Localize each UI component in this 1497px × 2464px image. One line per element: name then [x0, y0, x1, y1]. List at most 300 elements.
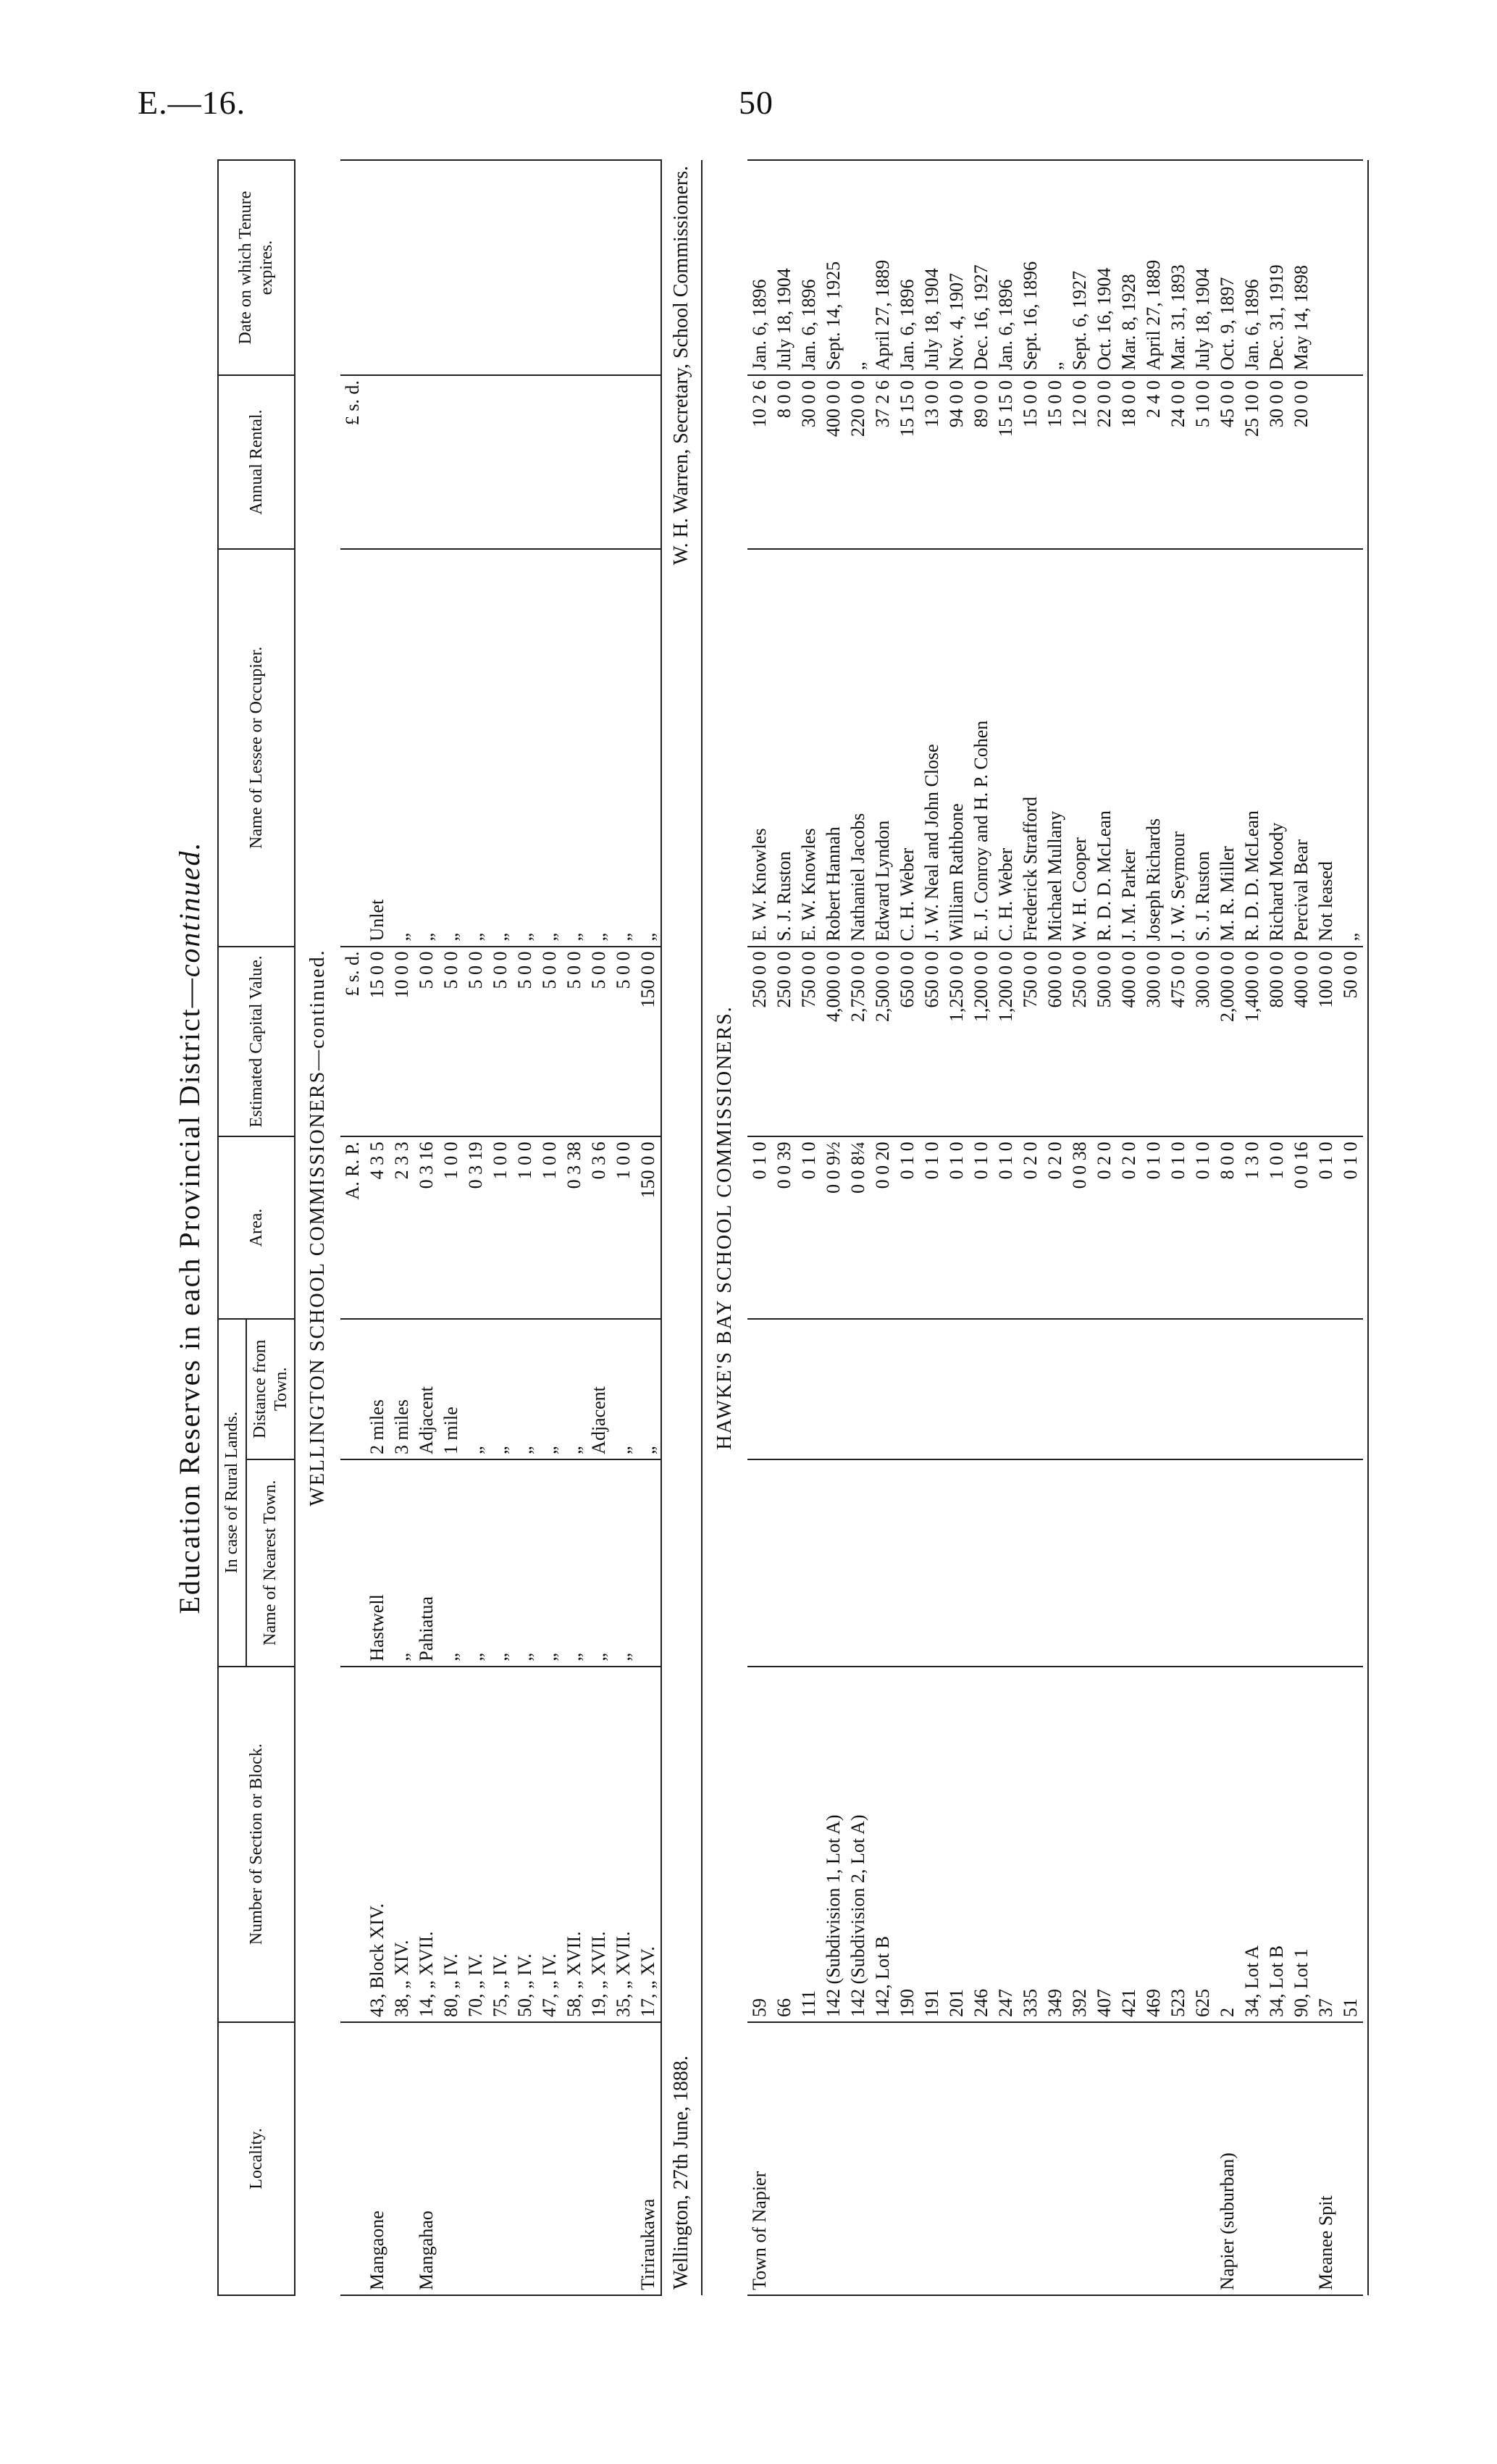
- cell-town: [969, 1459, 994, 1667]
- cell-rent: 89 0 0: [969, 375, 994, 549]
- cell-rent: 15 0 0: [1018, 375, 1043, 549]
- cell-date: Jan. 6, 1896: [747, 160, 772, 375]
- cell-date: Oct. 9, 1897: [1215, 160, 1240, 375]
- cell-rent: [439, 375, 464, 549]
- cell-rent: 12 0 0: [1068, 375, 1092, 549]
- cell-les: M. R. Miller: [1215, 549, 1240, 946]
- table-row: [1215, 160, 1240, 2295]
- cell-date: [1338, 160, 1363, 375]
- cell-date: April 27, 1889: [871, 160, 895, 375]
- cell-area: 1 0 0: [537, 1136, 562, 1318]
- signature-row: [661, 160, 702, 2295]
- cell-date: Mar. 8, 1928: [1117, 160, 1141, 375]
- cell-les: J. W. Seymour: [1166, 549, 1191, 946]
- footer-signature: W. H. Warren, Secretary, School Commissioners.: [661, 160, 702, 1319]
- cell-loc: [895, 2022, 920, 2295]
- cell-town: [895, 1459, 920, 1667]
- table-row: [797, 160, 821, 2295]
- cell-loc: Napier (suburban): [1215, 2022, 1240, 2295]
- cell-date: Dec. 31, 1919: [1265, 160, 1289, 375]
- cell-loc: [464, 2022, 488, 2295]
- cell-dist: [772, 1319, 797, 1459]
- cell-area: 0 0 20: [871, 1136, 895, 1318]
- cell-val: 5 0 0: [414, 947, 439, 1137]
- table-row: [1314, 160, 1338, 2295]
- cell-date: [611, 160, 636, 375]
- cell-sec: 421: [1117, 1667, 1141, 2022]
- cell-sec: 142 (Subdivision 1, Lot A): [821, 1667, 846, 2022]
- table-row: [636, 160, 661, 2295]
- cell-rent: 2 4 0: [1141, 375, 1166, 549]
- section-heading-row: [295, 160, 340, 2295]
- cell-town: [944, 1459, 969, 1667]
- cell-dist: „: [562, 1319, 587, 1459]
- cell-dist: [895, 1319, 920, 1459]
- cell-val: 650 0 0: [920, 947, 944, 1137]
- cell-les: Joseph Richards: [1141, 549, 1166, 946]
- header-town: Name of Nearest Town.: [246, 1459, 295, 1667]
- section-title: HAWKE'S BAY SCHOOL COMMISSIONERS.: [713, 1005, 737, 1450]
- reserves-table: [217, 159, 1369, 2296]
- cell-town: „: [537, 1459, 562, 1667]
- cell-date: Oct. 16, 1904: [1092, 160, 1117, 375]
- table-row: [537, 160, 562, 2295]
- table-row: [513, 160, 537, 2295]
- table-row: [871, 160, 895, 2295]
- cell-rent: [587, 375, 611, 549]
- cell-rent: 45 0 0: [1215, 375, 1240, 549]
- cell-town: [797, 1459, 821, 1667]
- cell-sec: 111: [797, 1667, 821, 2022]
- cell-sec: 35, „ XVII.: [611, 1667, 636, 2022]
- cell-val: 250 0 0: [772, 947, 797, 1137]
- cell-les: Nathaniel Jacobs: [846, 549, 871, 946]
- table-row: [1141, 160, 1166, 2295]
- cell-town: Hastwell: [365, 1459, 390, 1667]
- cell-loc: [1338, 2022, 1363, 2295]
- cell-town: [1117, 1459, 1141, 1667]
- cell-town: Pahiatua: [414, 1459, 439, 1667]
- cell-town: [1338, 1459, 1363, 1667]
- cell-town: „: [587, 1459, 611, 1667]
- cell-loc: [1265, 2022, 1289, 2295]
- cell-loc: [846, 2022, 871, 2295]
- cell-date: May 14, 1898: [1289, 160, 1314, 375]
- table-row: [488, 160, 513, 2295]
- cell-date: [365, 160, 390, 375]
- cell-val: 600 0 0: [1043, 947, 1068, 1137]
- cell-area: 0 1 0: [747, 1136, 772, 1318]
- cell-dist: [1068, 1319, 1092, 1459]
- cell-date: July 18, 1904: [772, 160, 797, 375]
- cell-sec: 70, „ IV.: [464, 1667, 488, 2022]
- table-row: [895, 160, 920, 2295]
- cell-area: 0 2 0: [1043, 1136, 1068, 1318]
- cell-sec: 201: [944, 1667, 969, 2022]
- cell-val: 300 0 0: [1141, 947, 1166, 1137]
- cell-area: 0 1 0: [1314, 1136, 1338, 1318]
- cell-town: [1191, 1459, 1215, 1667]
- cell-loc: [871, 2022, 895, 2295]
- cell-rent: 15 15 0: [994, 375, 1018, 549]
- cell-val: 250 0 0: [747, 947, 772, 1137]
- bottom-rule-cell: [1363, 160, 1368, 2295]
- cell-date: „: [846, 160, 871, 375]
- cell-les: E. W. Knowles: [747, 549, 772, 946]
- cell-les: C. H. Weber: [994, 549, 1018, 946]
- table-row: [1068, 160, 1092, 2295]
- table-row: [969, 160, 994, 2295]
- cell-les: E. W. Knowles: [797, 549, 821, 946]
- cell-loc: [797, 2022, 821, 2295]
- cell-area: 0 1 0: [1166, 1136, 1191, 1318]
- header-area: Area.: [218, 1136, 295, 1318]
- cell-town: [1240, 1459, 1265, 1667]
- cell-sec: 335: [1018, 1667, 1043, 2022]
- cell-val: 650 0 0: [895, 947, 920, 1137]
- cell-sec: 38, „ XIV.: [390, 1667, 414, 2022]
- cell-loc: Meanee Spit: [1314, 2022, 1338, 2295]
- cell-area: 1 0 0: [488, 1136, 513, 1318]
- section-title: WELLINGTON SCHOOL COMMISSIONERS—continued.: [306, 949, 330, 1507]
- cell-rent: [537, 375, 562, 549]
- cell-area: 0 3 38: [562, 1136, 587, 1318]
- cell-dist: „: [537, 1319, 562, 1459]
- units-sec: [340, 1667, 365, 2022]
- cell-area: 1 0 0: [611, 1136, 636, 1318]
- cell-rent: [636, 375, 661, 549]
- cell-sec: 246: [969, 1667, 994, 2022]
- cell-loc: [969, 2022, 994, 2295]
- cell-val: 100 0 0: [1314, 947, 1338, 1137]
- cell-town: „: [488, 1459, 513, 1667]
- cell-town: „: [562, 1459, 587, 1667]
- units-town: [340, 1459, 365, 1667]
- table-title: [172, 159, 206, 2296]
- cell-les: W. H. Cooper: [1068, 549, 1092, 946]
- cell-area: 0 0 38: [1068, 1136, 1092, 1318]
- cell-area: 150 0 0: [636, 1136, 661, 1318]
- table-row: [414, 160, 439, 2295]
- cell-val: 15 0 0: [365, 947, 390, 1137]
- units-rent: £ s. d.: [340, 375, 365, 549]
- cell-sec: 59: [747, 1667, 772, 2022]
- cell-area: 0 3 6: [587, 1136, 611, 1318]
- cell-sec: 407: [1092, 1667, 1117, 2022]
- cell-rent: 13 0 0: [920, 375, 944, 549]
- cell-area: 1 0 0: [513, 1136, 537, 1318]
- cell-rent: 22 0 0: [1092, 375, 1117, 549]
- cell-loc: [1166, 2022, 1191, 2295]
- title-continued: continued.: [173, 841, 206, 978]
- table-body: [295, 160, 1368, 2295]
- cell-les: Frederick Strafford: [1018, 549, 1043, 946]
- cell-area: 0 2 0: [1092, 1136, 1117, 1318]
- cell-date: [390, 160, 414, 375]
- cell-les: „: [587, 549, 611, 946]
- table-row: [944, 160, 969, 2295]
- section-heading-row: [702, 160, 747, 2295]
- cell-dist: [1338, 1319, 1363, 1459]
- cell-sec: 523: [1166, 1667, 1191, 2022]
- cell-loc: [488, 2022, 513, 2295]
- cell-date: [488, 160, 513, 375]
- table-row: [1191, 160, 1215, 2295]
- cell-town: [1018, 1459, 1043, 1667]
- cell-town: [821, 1459, 846, 1667]
- table-row: [747, 160, 772, 2295]
- cell-rent: [414, 375, 439, 549]
- cell-loc: [1240, 2022, 1265, 2295]
- cell-date: [464, 160, 488, 375]
- cell-loc: [1068, 2022, 1092, 2295]
- cell-sec: 50, „ IV.: [513, 1667, 537, 2022]
- cell-dist: [1166, 1319, 1191, 1459]
- table-row: [390, 160, 414, 2295]
- cell-area: 0 1 0: [944, 1136, 969, 1318]
- cell-rent: 30 0 0: [1265, 375, 1289, 549]
- cell-date: April 27, 1889: [1141, 160, 1166, 375]
- cell-val: 300 0 0: [1191, 947, 1215, 1137]
- cell-sec: 191: [920, 1667, 944, 2022]
- cell-les: „: [464, 549, 488, 946]
- table-row: [1240, 160, 1265, 2295]
- cell-dist: „: [611, 1319, 636, 1459]
- cell-dist: Adjacent: [587, 1319, 611, 1459]
- cell-area: 0 3 19: [464, 1136, 488, 1318]
- cell-dist: [1314, 1319, 1338, 1459]
- cell-dist: [871, 1319, 895, 1459]
- cell-town: [636, 1459, 661, 1667]
- cell-town: „: [390, 1459, 414, 1667]
- cell-sec: 190: [895, 1667, 920, 2022]
- cell-sec: 247: [994, 1667, 1018, 2022]
- cell-area: 0 0 9½: [821, 1136, 846, 1318]
- cell-val: 1,250 0 0: [944, 947, 969, 1137]
- cell-dist: [846, 1319, 871, 1459]
- cell-area: 0 1 0: [920, 1136, 944, 1318]
- cell-date: [513, 160, 537, 375]
- cell-dist: [1215, 1319, 1240, 1459]
- cell-area: 0 1 0: [895, 1136, 920, 1318]
- cell-les: J. W. Neal and John Close: [920, 549, 944, 946]
- cell-date: [1314, 160, 1338, 375]
- cell-val: 1,400 0 0: [1240, 947, 1265, 1137]
- cell-les: Robert Hannah: [821, 549, 846, 946]
- cell-town: [1265, 1459, 1289, 1667]
- cell-loc: [920, 2022, 944, 2295]
- units-area: A. R. P.: [340, 1136, 365, 1318]
- cell-les: S. J. Ruston: [772, 549, 797, 946]
- cell-loc: [772, 2022, 797, 2295]
- cell-dist: 2 miles: [365, 1319, 390, 1459]
- cell-rent: [1338, 375, 1363, 549]
- table-row: [846, 160, 871, 2295]
- cell-date: July 18, 1904: [1191, 160, 1215, 375]
- cell-val: 400 0 0: [1289, 947, 1314, 1137]
- table-row: [1018, 160, 1043, 2295]
- cell-dist: [1043, 1319, 1068, 1459]
- cell-val: 5 0 0: [611, 947, 636, 1137]
- cell-sec: 51: [1338, 1667, 1363, 2022]
- cell-val: 5 0 0: [439, 947, 464, 1137]
- cell-date: Sept. 16, 1896: [1018, 160, 1043, 375]
- cell-date: [537, 160, 562, 375]
- cell-rent: [1314, 375, 1338, 549]
- cell-area: 0 1 0: [1141, 1136, 1166, 1318]
- table-row: [772, 160, 797, 2295]
- header-date: Date on which Tenure expires.: [218, 160, 295, 375]
- cell-val: 50 0 0: [1338, 947, 1363, 1137]
- cell-rent: 18 0 0: [1117, 375, 1141, 549]
- cell-val: 5 0 0: [537, 947, 562, 1137]
- cell-area: 0 0 39: [772, 1136, 797, 1318]
- cell-sec: 14, „ XVII.: [414, 1667, 439, 2022]
- table-row: [920, 160, 944, 2295]
- cell-rent: [488, 375, 513, 549]
- units-row: [340, 160, 365, 2295]
- cell-dist: [920, 1319, 944, 1459]
- cell-les: „: [414, 549, 439, 946]
- cell-val: 1,200 0 0: [969, 947, 994, 1137]
- table-bottom-rule: [1363, 160, 1368, 2295]
- cell-area: 1 0 0: [439, 1136, 464, 1318]
- cell-rent: 20 0 0: [1289, 375, 1314, 549]
- cell-date: Jan. 6, 1896: [994, 160, 1018, 375]
- cell-area: 4 3 5: [365, 1136, 390, 1318]
- cell-loc: [994, 2022, 1018, 2295]
- cell-les: „: [513, 549, 537, 946]
- cell-date: [414, 160, 439, 375]
- cell-les: R. D. D. McLean: [1240, 549, 1265, 946]
- cell-val: 5 0 0: [513, 947, 537, 1137]
- cell-date: [636, 160, 661, 375]
- cell-dist: [797, 1319, 821, 1459]
- table-row: [1166, 160, 1191, 2295]
- cell-date: Sept. 6, 1927: [1068, 160, 1092, 375]
- cell-town: „: [611, 1459, 636, 1667]
- cell-area: 0 0 16: [1289, 1136, 1314, 1318]
- table-row: [821, 160, 846, 2295]
- cell-les: Percival Bear: [1289, 549, 1314, 946]
- cell-area: 0 3 16: [414, 1136, 439, 1318]
- cell-date: Jan. 6, 1896: [797, 160, 821, 375]
- cell-area: 0 2 0: [1018, 1136, 1043, 1318]
- cell-sec: 392: [1068, 1667, 1092, 2022]
- cell-area: 0 1 0: [1191, 1136, 1215, 1318]
- cell-dist: [1240, 1319, 1265, 1459]
- cell-loc: Mangaone: [365, 2022, 390, 2295]
- cell-rent: 220 0 0: [846, 375, 871, 549]
- header-distance: Distance from Town.: [246, 1319, 295, 1459]
- cell-sec: 66: [772, 1667, 797, 2022]
- title-main: Education Reserves in each Provincial District—: [173, 977, 206, 1614]
- cell-area: 0 1 0: [1338, 1136, 1363, 1318]
- cell-dist: Adjacent: [414, 1319, 439, 1459]
- cell-val: 400 0 0: [1117, 947, 1141, 1137]
- units-dist: [340, 1319, 365, 1459]
- cell-town: „: [513, 1459, 537, 1667]
- cell-les: „: [636, 549, 661, 946]
- table-row: [1338, 160, 1363, 2295]
- table-row: [1265, 160, 1289, 2295]
- cell-les: „: [488, 549, 513, 946]
- table-row: [562, 160, 587, 2295]
- cell-area: 2 3 3: [390, 1136, 414, 1318]
- cell-town: [1314, 1459, 1338, 1667]
- cell-sec: 142, Lot B: [871, 1667, 895, 2022]
- header-locality: Locality.: [218, 2022, 295, 2295]
- units-les: [340, 549, 365, 946]
- cell-val: 750 0 0: [797, 947, 821, 1137]
- cell-date: [439, 160, 464, 375]
- cell-town: [871, 1459, 895, 1667]
- cell-town: „: [464, 1459, 488, 1667]
- cell-val: 475 0 0: [1166, 947, 1191, 1137]
- cell-loc: [1289, 2022, 1314, 2295]
- cell-rent: [611, 375, 636, 549]
- cell-les: „: [562, 549, 587, 946]
- cell-dist: [994, 1319, 1018, 1459]
- footer-date: Wellington, 27th June, 1888.: [661, 1319, 702, 2295]
- cell-les: J. M. Parker: [1117, 549, 1141, 946]
- table-row: [994, 160, 1018, 2295]
- cell-date: [587, 160, 611, 375]
- cell-loc: [1043, 2022, 1068, 2295]
- cell-val: 4,000 0 0: [821, 947, 846, 1137]
- cell-town: [920, 1459, 944, 1667]
- cell-rent: 15 15 0: [895, 375, 920, 549]
- cell-town: [772, 1459, 797, 1667]
- cell-loc: Mangahao: [414, 2022, 439, 2295]
- cell-sec: 43, Block XIV.: [365, 1667, 390, 2022]
- cell-date: [562, 160, 587, 375]
- header-rental: Annual Rental.: [218, 375, 295, 549]
- header-section: Number of Section or Block.: [218, 1667, 295, 2022]
- cell-loc: [1191, 2022, 1215, 2295]
- table-row: [1117, 160, 1141, 2295]
- cell-town: [1092, 1459, 1117, 1667]
- cell-val: 2,750 0 0: [846, 947, 871, 1137]
- cell-dist: „: [513, 1319, 537, 1459]
- page-number: 50: [739, 84, 773, 121]
- cell-rent: 5 10 0: [1191, 375, 1215, 549]
- cell-rent: [390, 375, 414, 549]
- cell-date: Nov. 4, 1907: [944, 160, 969, 375]
- units-loc: [340, 2022, 365, 2295]
- cell-loc: Town of Napier: [747, 2022, 772, 2295]
- cell-sec: 142 (Subdivision 2, Lot A): [846, 1667, 871, 2022]
- cell-sec: 58, „ XVII.: [562, 1667, 587, 2022]
- cell-date: Mar. 31, 1893: [1166, 160, 1191, 375]
- cell-dist: 1 mile: [439, 1319, 464, 1459]
- table-row: [464, 160, 488, 2295]
- cell-dist: [1191, 1319, 1215, 1459]
- cell-sec: 349: [1043, 1667, 1068, 2022]
- header-rural: In case of Rural Lands.: [218, 1319, 246, 1667]
- cell-area: 8 0 0: [1215, 1136, 1240, 1318]
- cell-val: 10 0 0: [390, 947, 414, 1137]
- cell-rent: [513, 375, 537, 549]
- cell-loc: [537, 2022, 562, 2295]
- cell-rent: [464, 375, 488, 549]
- table-row: [365, 160, 390, 2295]
- cell-les: Edward Lyndon: [871, 549, 895, 946]
- cell-date: Jan. 6, 1896: [895, 160, 920, 375]
- cell-loc: [611, 2022, 636, 2295]
- cell-town: [994, 1459, 1018, 1667]
- cell-loc: [1117, 2022, 1141, 2295]
